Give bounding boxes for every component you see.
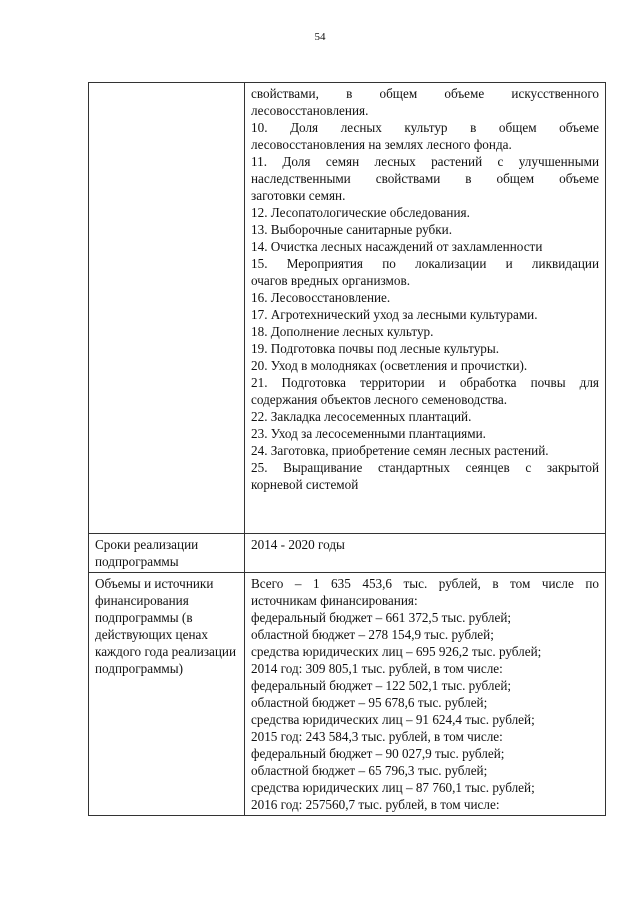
list-item — [251, 306, 599, 323]
list-item — [251, 153, 599, 204]
list-item-line: 13. Выборочные санитарные рубки. — [251, 222, 453, 237]
list-item-line: 19. Подготовка почвы под лесные культуры. — [251, 341, 500, 356]
measures-list — [251, 85, 599, 493]
list-item-line: лесовосстановления на землях лесного фонда. — [251, 137, 512, 152]
row1-right-cell — [245, 83, 606, 534]
funding-line: федеральный бюджет – 90 027,9 тыс. рублей; — [251, 746, 505, 761]
funding-lines — [251, 575, 599, 813]
funding-line: источникам финансирования: — [251, 593, 418, 608]
list-item-line: корневой системой — [251, 477, 359, 492]
list-item — [251, 323, 599, 340]
list-item-line: содержания объектов лесного семеноводства. — [251, 392, 508, 407]
funding-line: областной бюджет – 278 154,9 тыс. рублей; — [251, 627, 494, 642]
list-item-line: 20. Уход в молодняках (осветления и прочистки). — [251, 358, 528, 373]
page-number: 54 — [314, 31, 326, 43]
list-item — [251, 221, 599, 238]
list-item-line: 14. Очистка лесных насаждений от захламленности — [251, 239, 543, 254]
funding-line: областной бюджет – 95 678,6 тыс. рублей; — [251, 695, 488, 710]
row1-left-cell — [89, 83, 245, 534]
list-item — [251, 85, 599, 119]
list-item-line: 24. Заготовка, приобретение семян лесных растений. — [251, 443, 549, 458]
terms-label: Сроки реализации подпрограммы — [89, 534, 245, 573]
funding-value — [245, 573, 606, 816]
list-item — [251, 204, 599, 221]
funding-line: 2015 год: 243 584,3 тыс. рублей, в том числе: — [251, 729, 503, 744]
list-item-line: 17. Агротехнический уход за лесными культурами. — [251, 307, 538, 322]
list-item — [251, 255, 599, 289]
list-item-line: 23. Уход за лесосеменными плантациями. — [251, 426, 486, 441]
funding-line: средства юридических лиц – 87 760,1 тыс. рублей; — [251, 780, 535, 795]
list-item — [251, 425, 599, 442]
list-item-line: 18. Дополнение лесных культур. — [251, 324, 434, 339]
list-item-line: заготовки семян. — [251, 188, 346, 203]
list-item — [251, 357, 599, 374]
funding-line: 2016 год: 257560,7 тыс. рублей, в том числе: — [251, 797, 500, 812]
funding-line: федеральный бюджет – 122 502,1 тыс. рублей; — [251, 678, 512, 693]
funding-label: Объемы и источники финансирования подпрограммы (в действующих ценах каждого года реализации подпрограммы) — [89, 573, 245, 816]
funding-line: федеральный бюджет – 661 372,5 тыс. рублей; — [251, 610, 512, 625]
terms-value: 2014 - 2020 годы — [245, 534, 606, 573]
list-item-line: 10. Доля лесных культур в общем объеме — [251, 120, 599, 135]
funding-line: Всего – 1 635 453,6 тыс. рублей, в том числе по — [251, 576, 599, 591]
list-item — [251, 408, 599, 425]
table-row-terms — [89, 534, 606, 573]
list-item-line: лесовосстановления. — [251, 103, 369, 118]
list-item — [251, 119, 599, 153]
list-item-line: 11. Доля семян лесных растений с улучшенными — [251, 154, 599, 169]
list-item-line: 25. Выращивание стандартных сеянцев с закрытой — [251, 460, 599, 475]
funding-line: средства юридических лиц – 695 926,2 тыс. рублей; — [251, 644, 542, 659]
list-item-line: 15. Мероприятия по локализации и ликвидации — [251, 256, 599, 271]
list-item — [251, 340, 599, 357]
list-item — [251, 459, 599, 493]
table-row-indicators — [89, 83, 606, 534]
table-row-funding — [89, 573, 606, 816]
list-item — [251, 374, 599, 408]
subprogram-passport-table — [88, 82, 606, 816]
list-item-line: очагов вредных организмов. — [251, 273, 411, 288]
funding-line: 2014 год: 309 805,1 тыс. рублей, в том числе: — [251, 661, 503, 676]
list-item-line: 12. Лесопатологические обследования. — [251, 205, 470, 220]
list-item — [251, 442, 599, 459]
list-item-line: 21. Подготовка территории и обработка почвы для — [251, 375, 599, 390]
list-item-line: 16. Лесовосстановление. — [251, 290, 391, 305]
list-item-line: наследственными свойствами в общем объеме — [251, 171, 599, 186]
list-item-line: свойствами, в общем объеме искусственного — [251, 86, 599, 101]
funding-line: областной бюджет – 65 796,3 тыс. рублей; — [251, 763, 488, 778]
list-item-line: 22. Закладка лесосеменных плантаций. — [251, 409, 472, 424]
list-item — [251, 289, 599, 306]
list-item — [251, 238, 599, 255]
funding-line: средства юридических лиц – 91 624,4 тыс. рублей; — [251, 712, 535, 727]
